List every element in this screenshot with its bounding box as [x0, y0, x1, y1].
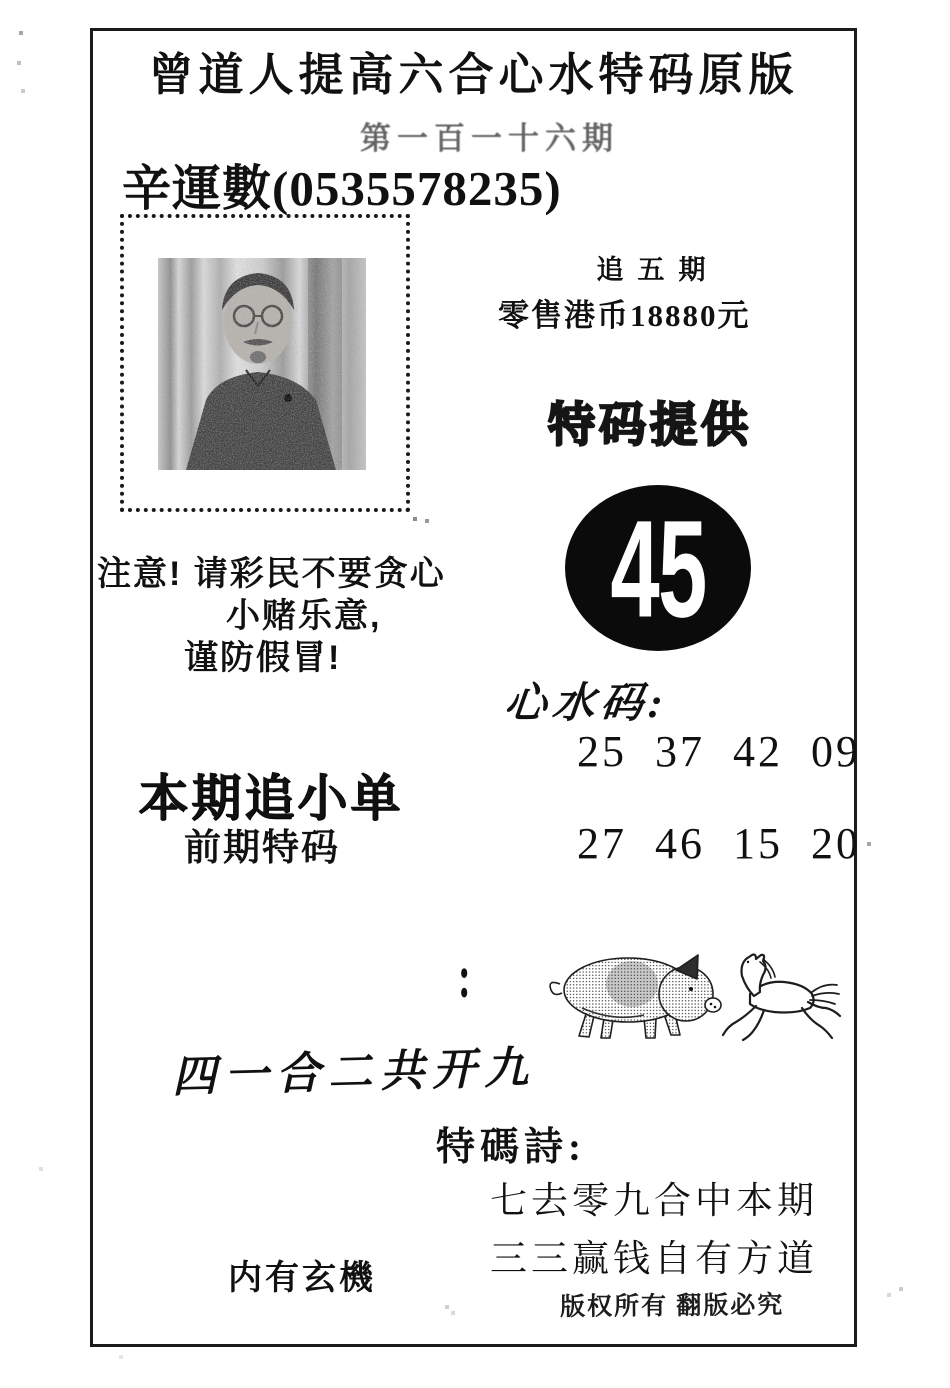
scan-speckles: [0, 0, 2, 2]
page-title: 曾道人提高六合心水特码原版: [148, 49, 799, 100]
portrait-photo: [158, 258, 366, 470]
retail-price: 零售港币18880元: [498, 298, 751, 333]
poem-title: 特碼詩:: [436, 1126, 586, 1169]
current-issue-tip: 本期追小单: [138, 770, 403, 826]
portrait-frame: [120, 214, 410, 512]
colon-mark: :: [458, 943, 471, 1011]
handwritten-hint: 四一合二共开九: [171, 1043, 537, 1102]
notice-line-2: 小赌乐意,: [226, 597, 382, 635]
special-number-label: 特码提供: [548, 398, 752, 451]
poem-line-1: 七去零九合中本期: [490, 1181, 818, 1222]
horse-illustration: [716, 950, 842, 1046]
heart-numbers-label: 心水码:: [502, 681, 671, 727]
lucky-number-line: 辛運數(0535578235): [122, 161, 562, 216]
notice-line-3: 谨防假冒!: [184, 639, 342, 677]
poem-line-2: 三三赢钱自有方道: [490, 1239, 818, 1280]
copyright-notice: 版权所有 翻版必究: [559, 1292, 785, 1321]
pig-illustration: [540, 948, 725, 1040]
chase-period-label: 追五期: [596, 255, 720, 285]
heart-numbers: 25 37 42 09: [577, 727, 861, 776]
previous-special-label: 前期特码: [184, 827, 340, 868]
special-number: 45: [610, 490, 706, 646]
issue-number: 第一百一十六期: [360, 121, 619, 156]
special-number-ball: [565, 485, 751, 651]
notice-line-1: 注意! 请彩民不要贪心: [97, 555, 446, 593]
previous-special-numbers: 27 46 15 20: [577, 819, 861, 868]
mystery-note: 内有玄機: [228, 1259, 376, 1297]
